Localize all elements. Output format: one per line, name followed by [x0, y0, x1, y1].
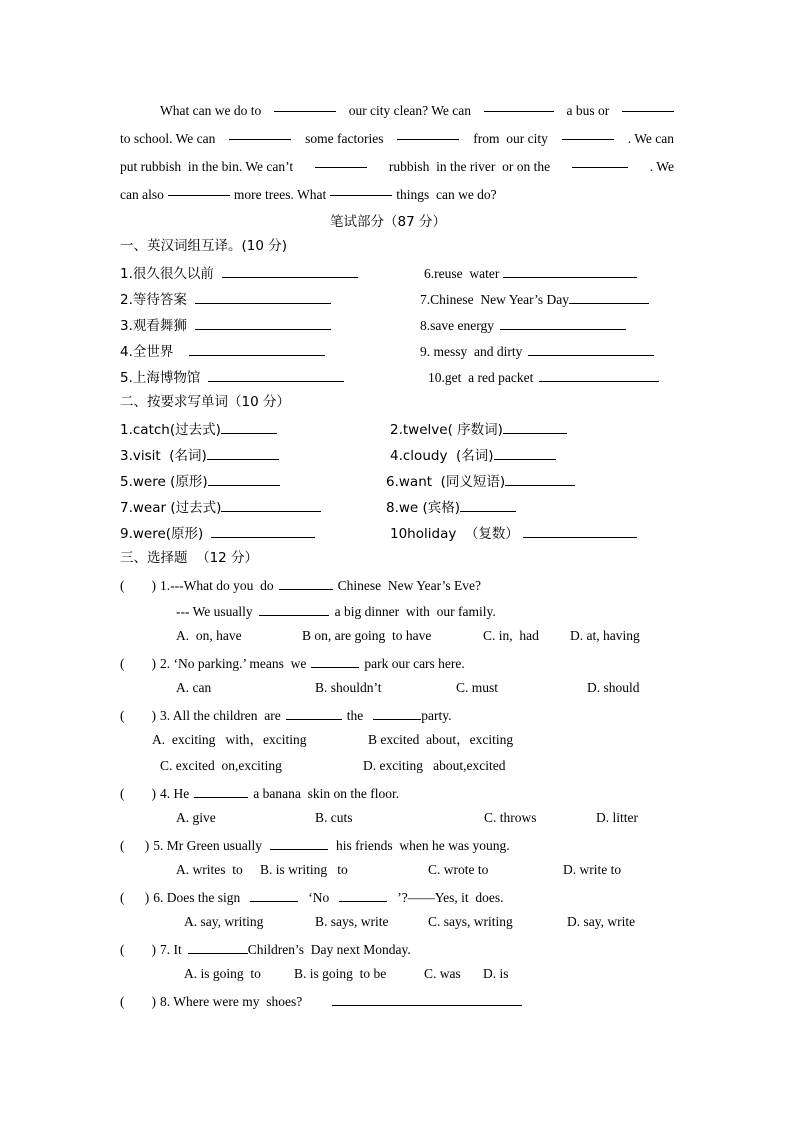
passage-text: more trees. What — [233, 187, 327, 202]
question-6 — [120, 887, 504, 907]
passage-text: a bus or — [566, 103, 610, 118]
option-d[interactable]: D. litter — [596, 810, 638, 825]
answer-paren[interactable]: ( ) — [120, 890, 150, 905]
question-text: 3. All the children are — [160, 708, 281, 723]
item-label: 3.visit (名词) — [120, 448, 207, 464]
translation-item-5 — [120, 367, 344, 387]
answer-blank[interactable] — [195, 289, 331, 304]
word-item-5 — [120, 471, 280, 491]
word-item-6 — [386, 471, 575, 491]
question-text: 8. Where were my shoes? — [160, 994, 303, 1009]
word-item-10 — [390, 523, 637, 543]
answer-paren[interactable]: ( ) — [120, 994, 156, 1009]
option-c[interactable]: C. throws — [484, 810, 537, 825]
passage-row-4 — [120, 181, 674, 209]
answer-blank[interactable] — [460, 497, 516, 512]
answer-blank[interactable] — [562, 125, 614, 140]
option-d[interactable]: D. at, having — [570, 628, 640, 643]
option-a[interactable]: A. on, have — [176, 628, 242, 643]
option-b[interactable]: B. is going to be — [294, 966, 387, 981]
question-text: a banana skin on the floor. — [253, 786, 400, 801]
answer-blank[interactable] — [189, 341, 325, 356]
answer-blank[interactable] — [505, 471, 575, 486]
passage-text: rubbish in the river or on the — [388, 159, 551, 174]
passage-text: to school. We can — [120, 131, 216, 146]
question-4 — [120, 783, 399, 803]
word-item-4 — [390, 445, 556, 465]
question-5 — [120, 835, 510, 855]
section3-title: 三、选择题 （12 分） — [120, 550, 259, 566]
question-3 — [120, 705, 451, 725]
answer-paren[interactable]: ( ) — [120, 838, 150, 853]
answer-blank[interactable] — [221, 419, 277, 434]
answer-blank[interactable] — [339, 887, 387, 902]
written-part-header: 笔试部分（87 分） — [330, 214, 446, 230]
question-text: 5. Mr Green usually — [153, 838, 262, 853]
question-text: his friends when he was young. — [335, 838, 510, 853]
word-item-3 — [120, 445, 279, 465]
answer-blank[interactable] — [332, 991, 522, 1006]
answer-blank[interactable] — [207, 445, 279, 460]
question-text: 7. It — [160, 942, 182, 957]
item-label: 6.reuse water — [424, 266, 500, 281]
word-item-9 — [120, 523, 315, 543]
passage-text: . We — [649, 159, 674, 174]
item-label: 10.get a red packet — [428, 370, 534, 385]
option-c[interactable]: C. says, writing — [428, 914, 513, 929]
question-text: Children’s Day next Monday. — [247, 942, 411, 957]
answer-blank[interactable] — [523, 523, 637, 538]
question-text: 1.---What do you do — [160, 578, 274, 593]
question-text: a big dinner with our family. — [334, 604, 496, 619]
answer-blank[interactable] — [528, 341, 654, 356]
translation-item-4 — [120, 341, 325, 361]
question-2 — [120, 653, 465, 673]
answer-blank[interactable] — [208, 471, 280, 486]
option-a[interactable]: A. writes to — [176, 862, 243, 877]
passage-text: things can we do? — [396, 187, 497, 202]
option-b[interactable]: B. is writing to — [260, 862, 348, 877]
option-d[interactable]: D. say, write — [567, 914, 636, 929]
answer-paren[interactable]: ( ) — [120, 578, 156, 593]
answer-blank[interactable] — [211, 523, 315, 538]
option-a[interactable]: A. say, writing — [184, 914, 264, 929]
option-d[interactable]: D. is — [483, 966, 509, 981]
option-d[interactable]: D. write to — [563, 862, 622, 877]
translation-item-9 — [420, 341, 654, 361]
option-b[interactable]: B excited about，exciting — [368, 732, 514, 747]
translation-item-6 — [424, 263, 637, 283]
question-1-sub — [176, 601, 496, 621]
section2-title: 二、按要求写单词（10 分） — [120, 394, 290, 410]
option-c[interactable]: C. excited on,exciting — [160, 758, 282, 773]
question-text: party. — [421, 708, 452, 723]
answer-blank[interactable] — [250, 887, 298, 902]
answer-blank[interactable] — [274, 97, 336, 112]
answer-blank[interactable] — [168, 181, 230, 196]
item-label: 6.want (同义短语) — [386, 474, 506, 490]
item-label: 4.cloudy (名词) — [390, 448, 494, 464]
question-text: --- We usually — [176, 604, 253, 619]
item-label: 1.catch(过去式) — [120, 422, 221, 438]
answer-blank[interactable] — [330, 181, 392, 196]
answer-blank[interactable] — [195, 315, 331, 330]
item-label: 8.save energy — [420, 318, 494, 333]
answer-blank[interactable] — [188, 939, 248, 954]
answer-blank[interactable] — [279, 575, 333, 590]
answer-blank[interactable] — [229, 125, 291, 140]
question-text: ’?——Yes, it does. — [397, 890, 504, 905]
passage-text: our city clean? We can — [348, 103, 472, 118]
item-label: 4.全世界 — [120, 344, 174, 360]
option-c[interactable]: C. was — [424, 966, 461, 981]
answer-blank[interactable] — [484, 97, 554, 112]
option-b[interactable]: B on, are going to have — [302, 628, 432, 643]
item-label: 1.很久很久以前 — [120, 266, 214, 282]
answer-blank[interactable] — [194, 783, 248, 798]
answer-blank[interactable] — [397, 125, 459, 140]
option-a[interactable]: A. is going to — [184, 966, 261, 981]
item-label: 7.Chinese New Year’s Day — [420, 292, 569, 307]
answer-blank[interactable] — [500, 315, 626, 330]
translation-item-1 — [120, 263, 358, 283]
question-text: park our cars here. — [364, 656, 465, 671]
option-a[interactable]: A. exciting with，exciting — [152, 732, 307, 747]
question-text: Chinese New Year’s Eve? — [337, 578, 481, 593]
answer-paren[interactable]: ( ) — [120, 656, 156, 671]
passage-paragraph — [120, 97, 674, 209]
translation-item-8 — [420, 315, 626, 335]
item-label: 9.were(原形) — [120, 526, 204, 542]
answer-blank[interactable] — [311, 653, 359, 668]
option-b[interactable]: B. shouldn’t — [315, 680, 382, 695]
question-text: the — [346, 708, 364, 723]
passage-row-3 — [120, 153, 674, 181]
option-a[interactable]: A. give — [176, 810, 216, 825]
option-d[interactable]: D. exciting about,excited — [363, 758, 506, 773]
answer-paren[interactable]: ( ) — [120, 942, 156, 957]
answer-blank[interactable] — [539, 367, 659, 382]
item-label: 2.twelve( 序数词) — [390, 422, 503, 438]
answer-blank[interactable] — [315, 153, 367, 168]
translation-item-2 — [120, 289, 331, 309]
word-item-2 — [390, 419, 567, 439]
question-text: 4. He — [160, 786, 190, 801]
translation-item-10 — [428, 367, 659, 387]
item-label: 7.wear (过去式) — [120, 500, 222, 516]
section1-title: 一、英汉词组互译。(10 分) — [120, 238, 288, 254]
answer-blank[interactable] — [373, 705, 421, 720]
answer-blank[interactable] — [569, 289, 649, 304]
option-b[interactable]: B. cuts — [315, 810, 353, 825]
answer-blank[interactable] — [222, 263, 358, 278]
word-item-7 — [120, 497, 321, 517]
passage-text: What can we do to — [160, 103, 262, 118]
answer-blank[interactable] — [503, 419, 567, 434]
passage-text: put rubbish in the bin. We can’t — [120, 159, 294, 174]
answer-blank[interactable] — [286, 705, 342, 720]
passage-text: . We can — [627, 131, 674, 146]
question-7 — [120, 939, 411, 959]
item-label: 5.上海博物馆 — [120, 370, 201, 386]
word-item-1 — [120, 419, 277, 439]
item-label: 2.等待答案 — [120, 292, 187, 308]
item-label: 10holiday （复数） — [390, 526, 519, 542]
item-label: 9. messy and dirty — [420, 344, 523, 359]
question-8 — [120, 991, 522, 1011]
question-1 — [120, 575, 481, 595]
question-text: ‘No — [308, 890, 330, 905]
passage-row-2 — [120, 125, 674, 153]
passage-row-1 — [120, 97, 674, 125]
answer-blank[interactable] — [622, 97, 674, 112]
answer-blank[interactable] — [208, 367, 344, 382]
passage-text: can also — [120, 187, 164, 202]
answer-paren[interactable]: ( ) — [120, 708, 156, 723]
answer-paren[interactable]: ( ) — [120, 786, 156, 801]
question-text: 6. Does the sign — [153, 890, 241, 905]
item-label: 8.we (宾格) — [386, 500, 461, 516]
item-label: 5.were (原形) — [120, 474, 208, 490]
word-item-8 — [386, 497, 516, 517]
option-c[interactable]: C. wrote to — [428, 862, 489, 877]
translation-item-7 — [420, 289, 649, 309]
question-text: 2. ‘No parking.’ means we — [160, 656, 307, 671]
option-b[interactable]: B. says, write — [315, 914, 389, 929]
answer-blank[interactable] — [270, 835, 328, 850]
option-c[interactable]: C. in, had — [483, 628, 539, 643]
option-a[interactable]: A. can — [176, 680, 212, 695]
passage-text: some factories — [305, 131, 384, 146]
item-label: 3.观看舞狮 — [120, 318, 187, 334]
option-c[interactable]: C. must — [456, 680, 499, 695]
option-d[interactable]: D. should — [587, 680, 640, 695]
answer-blank[interactable] — [221, 497, 321, 512]
answer-blank[interactable] — [503, 263, 637, 278]
answer-blank[interactable] — [572, 153, 628, 168]
passage-text: from our city — [473, 131, 548, 146]
answer-blank[interactable] — [494, 445, 556, 460]
answer-blank[interactable] — [259, 601, 329, 616]
translation-item-3 — [120, 315, 331, 335]
